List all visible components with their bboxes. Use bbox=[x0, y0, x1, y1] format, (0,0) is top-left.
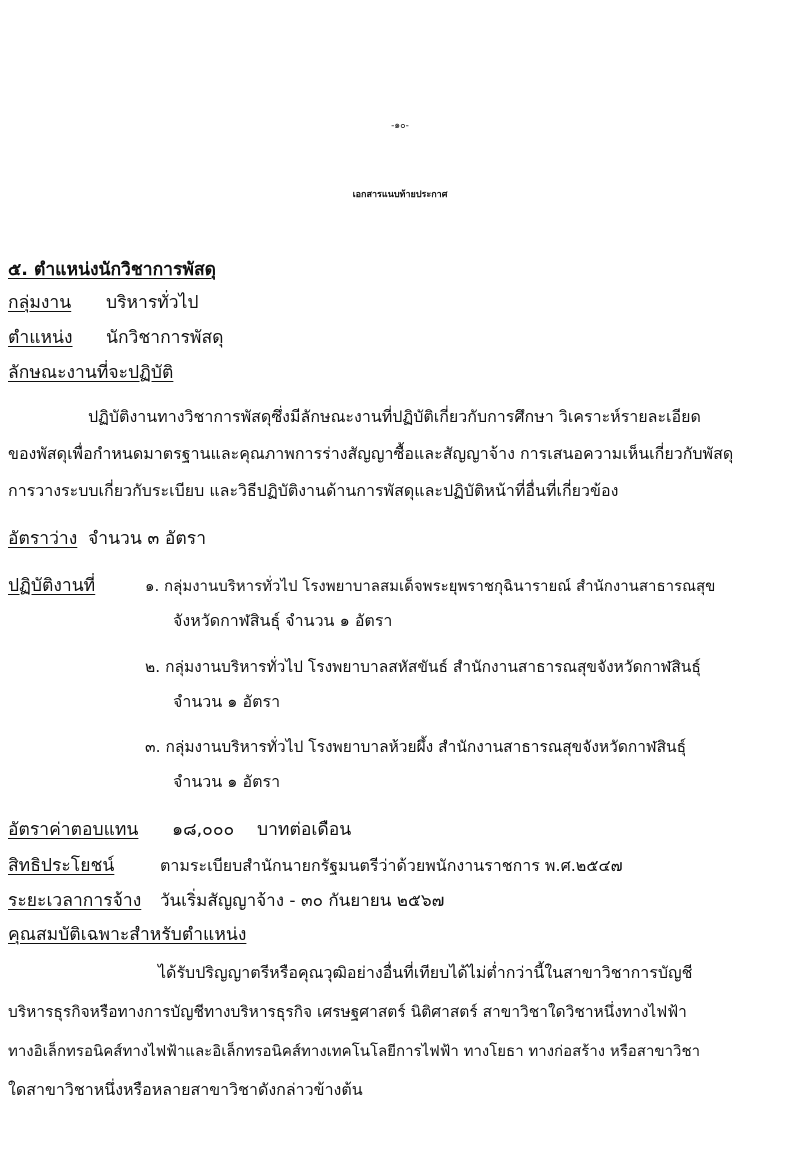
salary-amount: ๑๘,๐๐๐ bbox=[172, 820, 235, 840]
duties-line: การวางระบบเกี่ยวกับระเบียบ และวิธีปฏิบัติงานด้านการพัสดุและปฏิบัติหน้าที่อื่นที่เกี่ยวข้อง bbox=[8, 481, 619, 500]
department-value: บริหารทั่วไป bbox=[106, 293, 199, 313]
position-label: ตำแหน่ง bbox=[8, 328, 73, 348]
document-title: เอกสารแนบท้ายประกาศ bbox=[352, 190, 448, 200]
duties-heading: ลักษณะงานที่จะปฏิบัติ bbox=[8, 363, 174, 383]
position-heading: ๕. ตำแหน่งนักวิชาการพัสดุ bbox=[8, 260, 216, 280]
period-value: วันเริ่มสัญญาจ้าง - ๓๐ กันยายน ๒๕๖๗ bbox=[160, 891, 445, 911]
benefits-value: ตามระเบียบสำนักนายกรัฐมนตรีว่าด้วยพนักงานราชการ พ.ศ.๒๕๔๗ bbox=[160, 856, 623, 875]
qualifications-line: บริหารธุรกิจหรือทางการบัญชีทางบริหารธุรกิจ เศรษฐศาสตร์ นิติศาสตร์ สาขาวิชาใดวิชาหนึ่งทางไฟฟ้า bbox=[8, 1003, 687, 1021]
benefits-label: สิทธิประโยชน์ bbox=[8, 856, 115, 876]
duties-line: ปฏิบัติงานทางวิชาการพัสดุซึ่งมีลักษณะงานที่ปฏิบัติเกี่ยวกับการศึกษา วิเคราะห์รายละเอียด bbox=[88, 407, 701, 426]
workplace-label: ปฏิบัติงานที่ bbox=[8, 576, 96, 596]
salary-label: อัตราค่าตอบแทน bbox=[8, 820, 139, 840]
duties-line: ของพัสดุเพื่อกำหนดมาตรฐานและคุณภาพการร่างสัญญาซื้อและสัญญาจ้าง การเสนอความเห็นเกี่ยวกับพัสดุ bbox=[8, 444, 734, 463]
workplace-item-line: จำนวน ๑ อัตรา bbox=[173, 692, 281, 711]
vacancy-label: อัตราว่าง bbox=[8, 529, 78, 549]
workplace-item-line: ๑. กลุ่มงานบริหารทั่วไป โรงพยาบาลสมเด็จพระยุพราชกุฉินารายณ์ สำนักงานสาธารณสุข bbox=[145, 577, 716, 595]
qualifications-line: ทางอิเล็กทรอนิคส์ทางไฟฟ้าและอิเล็กทรอนิคส์ทางเทคโนโลยีการไฟฟ้า ทางโยธา ทางก่อสร้าง หรือสาขาวิชา bbox=[8, 1042, 701, 1060]
workplace-item-line: ๒. กลุ่มงานบริหารทั่วไป โรงพยาบาลสหัสขันธ์ สำนักงานสาธารณสุขจังหวัดกาฬสินธุ์ bbox=[145, 658, 701, 676]
department-label: กลุ่มงาน bbox=[8, 293, 72, 313]
qualifications-line: ได้รับปริญญาตรีหรือคุณวุฒิอย่างอื่นที่เทียบได้ไม่ต่ำกว่านี้ในสาขาวิชาการบัญชี bbox=[158, 963, 693, 982]
workplace-item-line: จำนวน ๑ อัตรา bbox=[173, 772, 281, 791]
qualifications-line: ใดสาขาวิชาหนึ่งหรือหลายสาขาวิชาดังกล่าวข้างต้น bbox=[8, 1080, 363, 1099]
vacancy-value: จำนวน ๓ อัตรา bbox=[88, 529, 207, 549]
position-value: นักวิชาการพัสดุ bbox=[106, 328, 224, 348]
page-number: -๑๐- bbox=[391, 121, 409, 131]
workplace-item-line: ๓. กลุ่มงานบริหารทั่วไป โรงพยาบาลห้วยผึ้ง สำนักงานสาธารณสุขจังหวัดกาฬสินธุ์ bbox=[145, 738, 687, 756]
salary-unit: บาทต่อเดือน bbox=[257, 820, 352, 840]
workplace-item-line: จังหวัดกาฬสินธุ์ จำนวน ๑ อัตรา bbox=[173, 611, 393, 630]
period-label: ระยะเวลาการจ้าง bbox=[8, 891, 142, 911]
qualifications-heading: คุณสมบัติเฉพาะสำหรับตำแหน่ง bbox=[8, 925, 247, 945]
